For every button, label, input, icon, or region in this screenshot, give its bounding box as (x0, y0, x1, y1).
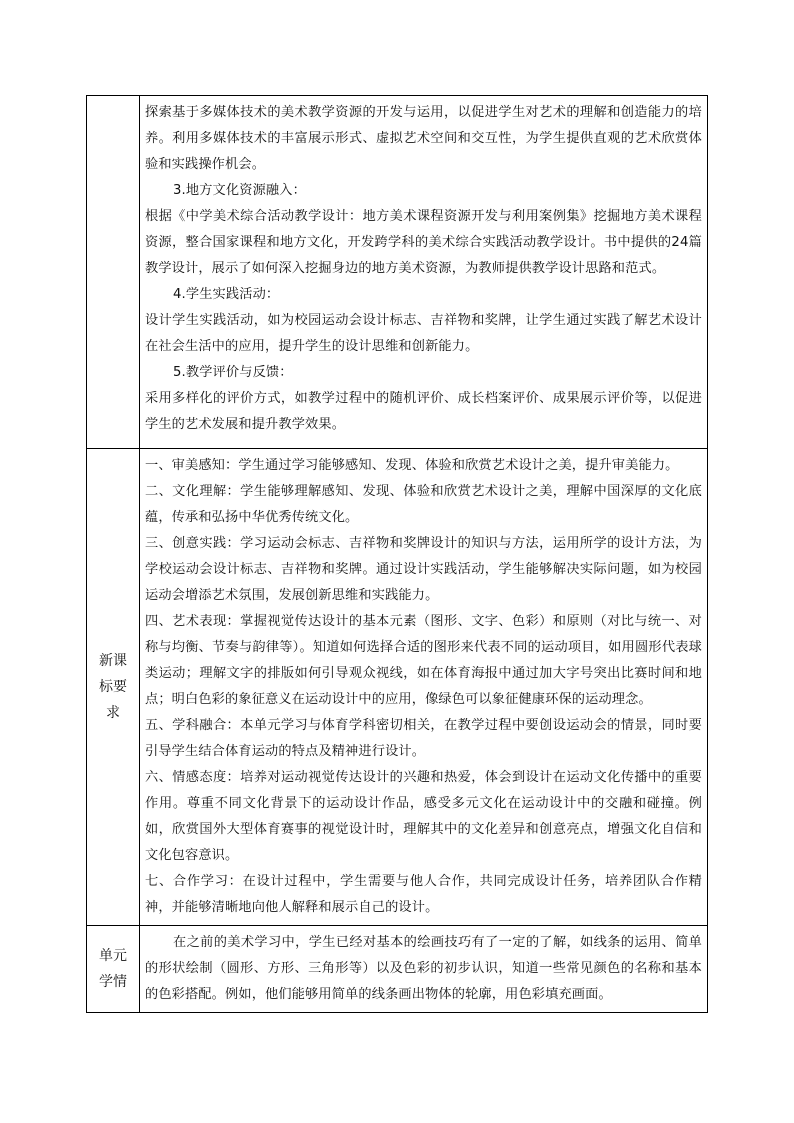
paragraph: 四、艺术表现：掌握视觉传达设计的基本元素（图形、文字、色彩）和原则（对比与统一、对称与均衡、节奏与韵律等）。知道如何选择合适的图形来代表不同的运动项目，如用圆形代表球类运动；理解文字的排版如何引导观众视线，如在体育海报中通过加大字号突出比赛时间和地点；明白色彩的象征意义在运动设计中的应用，像绿色可以象征健康环保的运动理念。 (145, 614, 702, 707)
table-row-resources (87, 96, 708, 449)
curriculum-content (140, 449, 708, 926)
table-row-learner-analysis (87, 926, 708, 1013)
learner-analysis-content (140, 926, 708, 1013)
row-label-curriculum: 新课标要求 (87, 449, 140, 926)
paragraph: 根据《中学美术综合活动教学设计：地方美术课程资源开发与利用案例集》挖掘地方美术课程资源，整合国家课程和地方文化，开发跨学科的美术综合实践活动教学设计。书中提供的24篇教学设计，展示了如何深入挖掘身边的地方美术资源，为教师提供教学设计思路和范式。 (145, 209, 702, 276)
paragraph: 5.教学评价与反馈： (173, 365, 293, 380)
table-row-curriculum (87, 449, 708, 926)
row-label-resources (87, 96, 140, 449)
paragraph: 三、创意实践：学习运动会标志、吉祥物和奖牌设计的知识与方法，运用所学的设计方法，为学校运动会设计标志、吉祥物和奖牌。通过设计实践活动，学生能够解决实际问题，如为校园运动会增添艺术氛围，发展创新思维和实践能力。 (145, 536, 702, 603)
paragraph: 五、学科融合：本单元学习与体育学科密切相关，在教学过程中要创设运动会的情景，同时要引导学生结合体育运动的特点及精神进行设计。 (145, 718, 702, 759)
paragraph: 六、情感态度：培养对运动视觉传达设计的兴趣和热爱，体会到设计在运动文化传播中的重要作用。尊重不同文化背景下的运动设计作品，感受多元文化在运动设计中的交融和碰撞。例如，欣赏国外大型体育赛事的视觉设计时，理解其中的文化差异和创意亮点，增强文化自信和文化包容意识。 (145, 770, 702, 863)
resources-content (140, 96, 708, 449)
paragraph: 在之前的美术学习中，学生已经对基本的绘画技巧有了一定的了解，如线条的运用、简单的形状绘制（圆形、方形、三角形等）以及色彩的初步认识，知道一些常见颜色的名称和基本的色彩搭配。例如，他们能够用简单的线条画出物体的轮廓，用色彩填充画面。 (145, 935, 702, 1002)
paragraph: 采用多样化的评价方式，如教学过程中的随机评价、成长档案评价、成果展示评价等，以促进学生的艺术发展和提升教学效果。 (145, 391, 702, 432)
paragraph: 一、审美感知：学生通过学习能够感知、发现、体验和欣赏艺术设计之美，提升审美能力。 (145, 458, 679, 473)
paragraph: 3.地方文化资源融入： (173, 183, 306, 198)
paragraph: 七、合作学习：在设计过程中，学生需要与他人合作，共同完成设计任务，培养团队合作精神，并能够清晰地向他人解释和展示自己的设计。 (145, 874, 702, 915)
paragraph: 探索基于多媒体技术的美术教学资源的开发与运用，以促进学生对艺术的理解和创造能力的培养。利用多媒体技术的丰富展示形式、虚拟艺术空间和交互性，为学生提供直观的艺术欣赏体验和实践操作机会。 (145, 105, 702, 172)
paragraph: 4.学生实践活动： (173, 287, 280, 302)
paragraph: 设计学生实践活动，如为校园运动会设计标志、吉祥物和奖牌，让学生通过实践了解艺术设计在社会生活中的应用，提升学生的设计思维和创新能力。 (145, 313, 702, 354)
row-label-learner-analysis: 单元学情 (87, 926, 140, 1013)
lesson-plan-table (86, 95, 708, 1013)
paragraph: 二、文化理解：学生能够理解感知、发现、体验和欣赏艺术设计之美，理解中国深厚的文化底蕴，传承和弘扬中华优秀传统文化。 (145, 484, 702, 525)
